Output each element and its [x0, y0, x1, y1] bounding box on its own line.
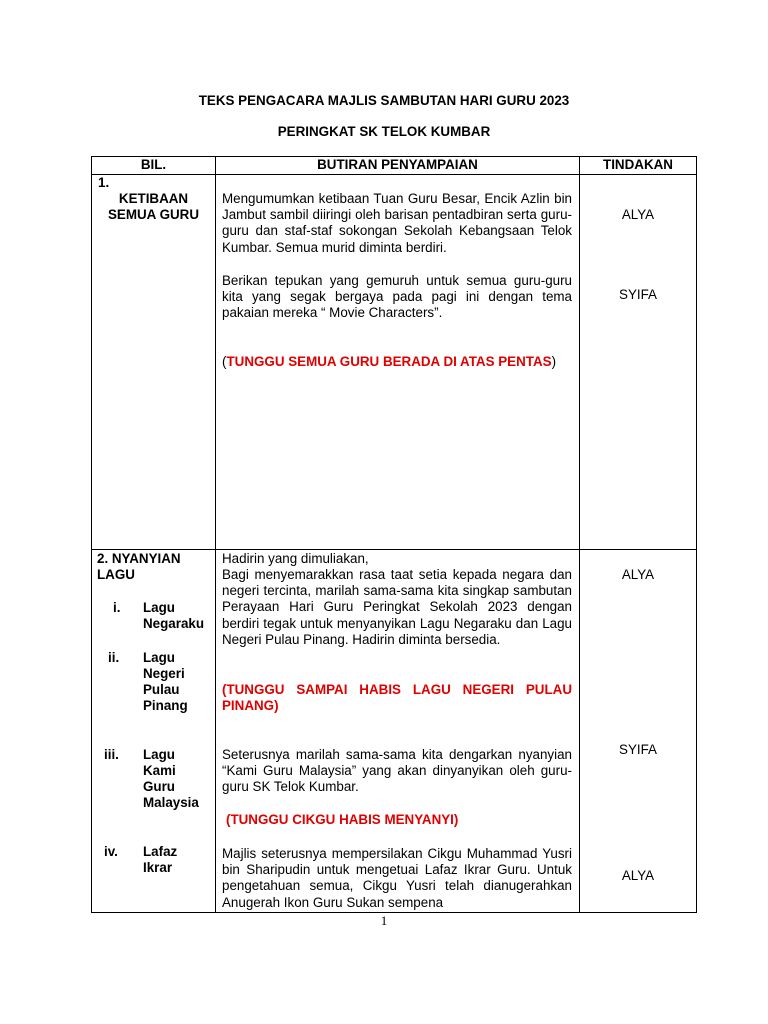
- row2-paragraph-2: Seterusnya marilah sama-sama kita dengarkan nyanyian “Kami Guru Malaysia” yang akan dinyanyikan oleh guru-guru SK Telok Kumbar.: [222, 747, 572, 795]
- row2-item-3-line3: Guru: [143, 779, 175, 794]
- document-subtitle: PERINGKAT SK TELOK KUMBAR: [277, 124, 491, 139]
- row2-item-2-number: ii.: [108, 650, 120, 665]
- row2-item-1-line1: Lagu: [143, 600, 175, 615]
- note-open-paren: (: [222, 354, 227, 369]
- header-bil: BIL.: [140, 157, 167, 172]
- row1-stage-note: [222, 354, 577, 370]
- row1-action-2: SYIFA: [619, 287, 657, 302]
- row1-paragraph-2: Berikan tepukan yang gemuruh untuk semua guru-guru kita yang segak bergaya pada pagi ini dengan tema pakaian mereka “ Movie Characters”.: [222, 273, 572, 321]
- row2-action-2: SYIFA: [619, 742, 657, 757]
- row2-note-1: (TUNGGU SAMPAI HABIS LAGU NEGERI PULAU PINANG): [222, 682, 572, 714]
- row2-item-4-line2: Ikrar: [143, 860, 173, 875]
- row2-paragraph-3: Majlis seterusnya mempersilakan Cikgu Muhammad Yusri bin Sharipudin untuk mengetuai Lafaz Ikrar Guru. Untuk pengetahuan semua, Cikgu Yusri telah dianugerahkan Anugerah Ikon Guru Sukan sempena: [222, 846, 572, 910]
- row1-title-line2: SEMUA GURU: [107, 207, 199, 222]
- row2-note-2: (TUNGGU CIKGU HABIS MENYANYI): [226, 812, 459, 827]
- row2-greeting: Hadirin yang dimuliakan,: [222, 551, 369, 566]
- row1-number: 1.: [98, 175, 110, 190]
- row2-item-2-line1: Lagu: [143, 650, 175, 665]
- row2-item-3-line1: Lagu: [143, 747, 175, 762]
- note-close-paren: ): [551, 354, 557, 369]
- row2-item-3-number: iii.: [104, 747, 119, 762]
- row2-item-2-line3: Pulau: [143, 682, 180, 697]
- row2-item-3-line4: Malaysia: [143, 795, 199, 810]
- row2-title-line2: LAGU: [97, 567, 135, 582]
- row1-note-text: TUNGGU SEMUA GURU BERADA DI ATAS PENTAS: [226, 354, 552, 369]
- row1-action-1: ALYA: [621, 207, 655, 222]
- row2-item-3-line2: Kami: [143, 763, 176, 778]
- row2-item-2-line4: Pinang: [143, 698, 188, 713]
- row2-item-4-number: iv.: [104, 844, 118, 859]
- row2-item-4-line1: Lafaz: [143, 844, 178, 859]
- row2-paragraph-1: Bagi menyemarakkan rasa taat setia kepada negara dan negeri tercinta, marilah sama-sama kita singkap sambutan Perayaan Hari Guru Peringkat Sekolah 2023 dengan berdiri tegak untuk menyanyikan Lagu Negaraku dan Lagu Negeri Pulau Pinang. Hadirin diminta bersedia.: [222, 567, 572, 647]
- row1-paragraph-1: Mengumumkan ketibaan Tuan Guru Besar, Encik Azlin bin Jambut sambil diiringi oleh barisan pentadbiran serta guru-guru dan staf-staf sokongan Sekolah Kebangsaan Telok Kumbar. Semua murid diminta berdiri.: [222, 191, 572, 255]
- row1-title-line1: KETIBAAN: [118, 191, 189, 206]
- row2-item-2-line2: Negeri: [143, 666, 185, 681]
- page-number: 1: [380, 913, 388, 928]
- row2-item-1-number: i.: [113, 600, 121, 615]
- document-title: TEKS PENGACARA MAJLIS SAMBUTAN HARI GURU 2023: [198, 93, 570, 108]
- row2-action-3: ALYA: [621, 868, 655, 883]
- row2-action-1: ALYA: [621, 567, 655, 582]
- header-tindakan: TINDAKAN: [603, 157, 673, 172]
- row2-item-1-line2: Negaraku: [143, 616, 205, 631]
- header-butiran: BUTIRAN PENYAMPAIAN: [317, 157, 478, 172]
- row2-title-line1: 2. NYANYIAN: [97, 551, 181, 566]
